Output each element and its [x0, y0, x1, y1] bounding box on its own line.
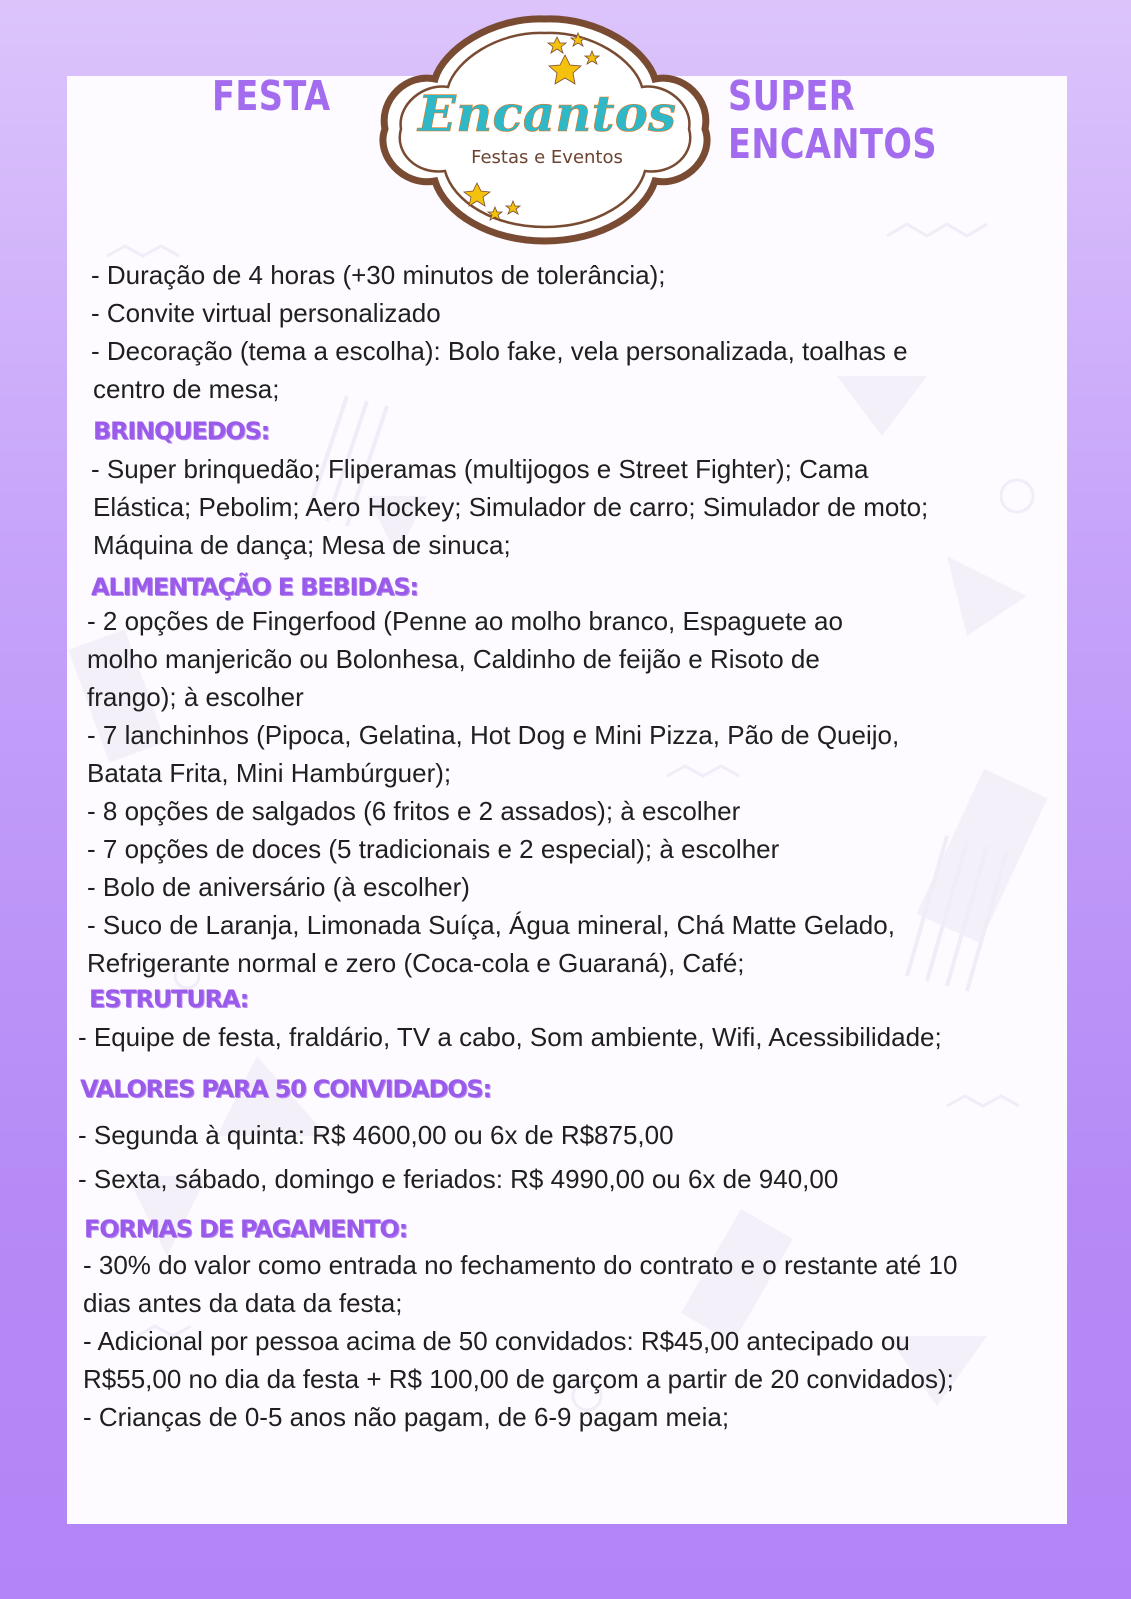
alimentacao-line: - 7 opções de doces (5 tradicionais e 2 especial); à escolher: [87, 834, 780, 864]
heading-brinquedos: BRINQUEDOS:: [93, 417, 270, 445]
heading-pagamento: FORMAS DE PAGAMENTO:: [84, 1215, 408, 1243]
intro-line: - Duração de 4 horas (+30 minutos de tolerância);: [91, 260, 666, 290]
pagamento-line: - 30% do valor como entrada no fechamento do contrato e o restante até 10: [83, 1250, 958, 1280]
alimentacao-line: molho manjericão ou Bolonhesa, Caldinho de feijão e Risoto de: [87, 644, 820, 674]
intro-line: - Decoração (tema a escolha): Bolo fake, vela personalizada, toalhas e: [91, 336, 908, 366]
heading-alimentacao: ALIMENTAÇÃO E BEBIDAS:: [91, 573, 418, 601]
alimentacao-line: Refrigerante normal e zero (Coca-cola e Guaraná), Café;: [87, 948, 745, 978]
pagamento-line: - Adicional por pessoa acima de 50 convidados: R$45,00 antecipado ou: [83, 1326, 910, 1356]
brinquedos-line: - Super brinquedão; Fliperamas (multijogos e Street Fighter); Cama: [91, 454, 869, 484]
heading-estrutura: ESTRUTURA:: [89, 985, 248, 1013]
brinquedos-line: Elástica; Pebolim; Aero Hockey; Simulador de carro; Simulador de moto;: [93, 492, 929, 522]
brinquedos-line: Máquina de dança; Mesa de sinuca;: [93, 530, 511, 560]
title-super-encantos: SUPER ENCANTOS: [728, 72, 937, 168]
alimentacao-line: - Suco de Laranja, Limonada Suíça, Água mineral, Chá Matte Gelado,: [87, 910, 895, 940]
heading-valores: VALORES PARA 50 CONVIDADOS:: [80, 1075, 491, 1103]
alimentacao-line: Batata Frita, Mini Hambúrguer);: [87, 758, 452, 788]
alimentacao-line: - 2 opções de Fingerfood (Penne ao molho branco, Espaguete ao: [87, 606, 843, 636]
valores-line: - Sexta, sábado, domingo e feriados: R$ 4990,00 ou 6x de 940,00: [78, 1164, 839, 1194]
intro-line: centro de mesa;: [93, 374, 280, 404]
valores-line: - Segunda à quinta: R$ 4600,00 ou 6x de R$875,00: [78, 1120, 674, 1150]
alimentacao-line: - 7 lanchinhos (Pipoca, Gelatina, Hot Dog e Mini Pizza, Pão de Queijo,: [87, 720, 900, 750]
estrutura-line: - Equipe de festa, fraldário, TV a cabo, Som ambiente, Wifi, Acessibilidade;: [78, 1022, 942, 1052]
intro-line: - Convite virtual personalizado: [91, 298, 441, 328]
pagamento-line: dias antes da data da festa;: [83, 1288, 403, 1318]
alimentacao-line: - 8 opções de salgados (6 fritos e 2 assados); à escolher: [87, 796, 741, 826]
pagamento-line: - Crianças de 0-5 anos não pagam, de 6-9 pagam meia;: [83, 1402, 730, 1432]
title-festa: FESTA: [212, 72, 331, 120]
logo-subtitle: Festas e Eventos: [471, 147, 623, 168]
alimentacao-line: - Bolo de aniversário (à escolher): [87, 872, 470, 902]
pagamento-line: R$55,00 no dia da festa + R$ 100,00 de garçom a partir de 20 convidados);: [83, 1364, 954, 1394]
alimentacao-line: frango); à escolher: [87, 682, 304, 712]
logo-brand-name: Encantos: [417, 84, 677, 143]
